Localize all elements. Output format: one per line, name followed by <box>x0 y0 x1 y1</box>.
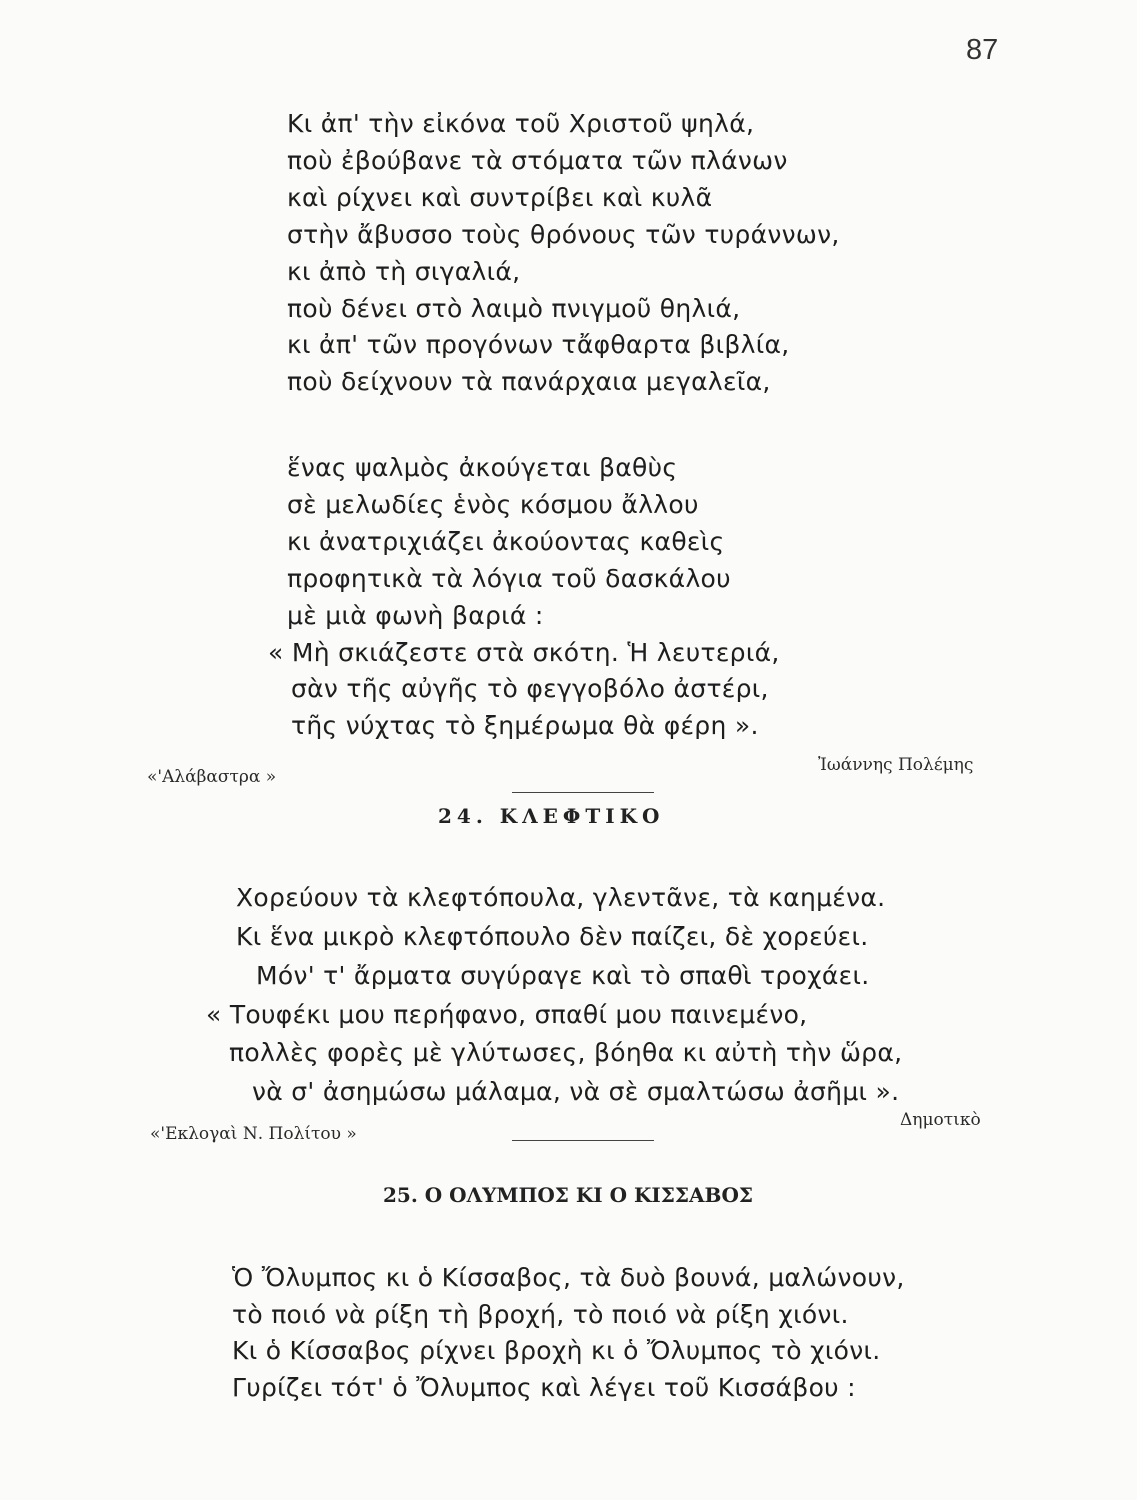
verse-line: μὲ μιὰ φωνὴ βαριά : <box>287 601 544 630</box>
verse-line: νὰ σ' ἀσημώσω μάλαμα, νὰ σὲ σμαλτώσω ἀσῆμι ». <box>252 1077 900 1106</box>
verse-line: Ὁ Ὄλυμπος κι ὁ Κίσσαβος, τὰ δυὸ βουνά, μαλώνουν, <box>232 1263 905 1292</box>
section-heading: 24. ΚΛΕΦΤΙΚΟ <box>438 804 665 828</box>
verse-line: Μόν' τ' ἄρματα συγύραγε καὶ τὸ σπαθὶ τροχάει. <box>256 961 870 990</box>
source-citation: «'Εκλογαὶ Ν. Πολίτου » <box>150 1124 357 1144</box>
source-citation: «'Αλάβαστρα » <box>147 767 277 787</box>
verse-line: προφητικὰ τὰ λόγια τοῦ δασκάλου <box>287 564 731 593</box>
verse-line: κι ἀνατριχιάζει ἀκούοντας καθεὶς <box>287 527 725 556</box>
verse-line: Χορεύουν τὰ κλεφτόπουλα, γλεντᾶνε, τὰ καημένα. <box>236 883 886 912</box>
page-number: 87 <box>966 34 999 66</box>
verse-line: στὴν ἄβυσσο τοὺς θρόνους τῶν τυράννων, <box>287 220 840 249</box>
verse-line: « Μὴ σκιάζεστε στὰ σκότη. Ἡ λευτεριά, <box>268 638 780 667</box>
verse-line: καὶ ρίχνει καὶ συντρίβει καὶ κυλᾶ <box>287 183 713 212</box>
verse-line: ἕνας ψαλμὸς ἀκούγεται βαθὺς <box>287 453 678 482</box>
verse-line: κι ἀπ' τῶν προγόνων τἄφθαρτα βιβλία, <box>287 330 790 359</box>
author-name: Ἰωάννης Πολέμης <box>818 755 974 775</box>
verse-line: « Τουφέκι μου περήφανο, σπαθί μου παινεμένο, <box>206 1000 808 1029</box>
verse-line: τῆς νύχτας τὸ ξημέρωμα θὰ φέρη ». <box>291 711 759 740</box>
verse-line: Κι ὁ Κίσσαβος ρίχνει βροχὴ κι ὁ Ὄλυμπος τὸ χιόνι. <box>232 1336 881 1365</box>
section-divider <box>512 1140 654 1141</box>
author-name: Δημοτικὸ <box>900 1110 981 1130</box>
verse-line: ποὺ δείχνουν τὰ πανάρχαια μεγαλεῖα, <box>287 367 771 396</box>
section-heading: 25. Ο ΟΛΥΜΠΟΣ ΚΙ Ο ΚΙΣΣΑΒΟΣ <box>383 1183 753 1207</box>
section-divider <box>512 792 654 793</box>
verse-line: σὰν τῆς αὐγῆς τὸ φεγγοβόλο ἀστέρι, <box>291 674 769 703</box>
verse-line: τὸ ποιό νὰ ρίξη τὴ βροχή, τὸ ποιό νὰ ρίξη χιόνι. <box>232 1300 849 1329</box>
verse-line: σὲ μελωδίες ἑνὸς κόσμου ἄλλου <box>287 490 699 519</box>
verse-line: Κι ἀπ' τὴν εἰκόνα τοῦ Χριστοῦ ψηλά, <box>287 109 755 138</box>
verse-line: πολλὲς φορὲς μὲ γλύτωσες, βόηθα κι αὐτὴ τὴν ὥρα, <box>229 1038 903 1067</box>
verse-line: ποὺ ἐβούβανε τὰ στόματα τῶν πλάνων <box>287 146 788 175</box>
verse-line: ποὺ δένει στὸ λαιμὸ πνιγμοῦ θηλιά, <box>287 294 741 323</box>
verse-line: κι ἀπὸ τὴ σιγαλιά, <box>287 257 521 286</box>
verse-line: Κι ἕνα μικρὸ κλεφτόπουλο δὲν παίζει, δὲ χορεύει. <box>236 922 869 951</box>
verse-line: Γυρίζει τότ' ὁ Ὄλυμπος καὶ λέγει τοῦ Κισσάβου : <box>232 1373 856 1402</box>
